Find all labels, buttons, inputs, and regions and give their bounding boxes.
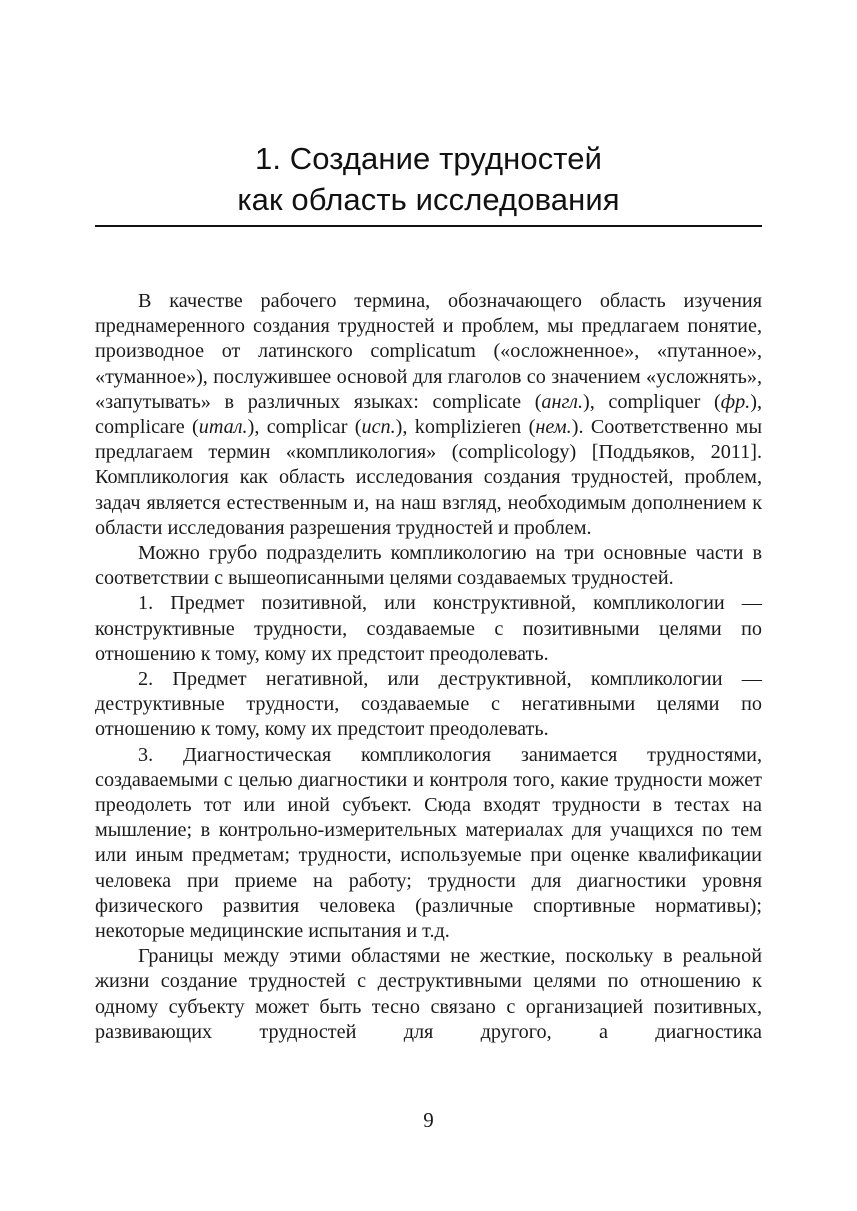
title-divider bbox=[95, 225, 762, 227]
paragraph-negative-complicology: 2. Предмет негативной, или деструктивной, компликологии — деструктивные трудности, создаваемые с негативными целями по отношению к тому, кому их предстоит преодолевать. bbox=[95, 668, 762, 741]
body-text bbox=[95, 289, 762, 1045]
paragraph-three-parts: Можно грубо подразделить компликологию на три основные части в соответствии с вышеописанными целями создаваемых трудностей. bbox=[95, 542, 762, 590]
paragraph-positive-complicology: 1. Предмет позитивной, или конструктивной, компликологии — конструктивные трудности, создаваемые с позитивными целями по отношению к тому, кому их предстоит преодолевать. bbox=[95, 592, 762, 665]
paragraph-diagnostic-complicology: 3. Диагностическая компликология занимается трудностями, создаваемыми с целью диагностики и контроля того, какие трудности может преодолеть тот или иной субъект. Сюда входят трудности в тестах на мышление; в контрольно-измерительных материалах для учащихся по тем или иным предметам; трудности, используемые при оценке квалификации человека при приеме на работу; трудности для диагностики уровня физического развития человека (различные спортивные нормативы); некоторые медицинские испытания и т.д. bbox=[95, 743, 762, 943]
page-number: 9 bbox=[423, 1108, 434, 1132]
chapter-title bbox=[95, 138, 762, 220]
paragraph-term-definition: В качестве рабочего термина, обозначающего область изучения преднамеренного создания трудностей и проблем, мы предлагаем понятие, производное от латинского complicatum («осложненное», «путанное», «туманное»), послужившее основой для глаголов со значением «усложнять», «запутывать» в различных языках: complicate (англ.), compliquer (фр.), complicare (итал.), complicar (исп.), komplizieren (нем.). Соответственно мы предлагаем термин «компликология» (complicology) [Поддьяков, 2011]. Компликология как область исследования создания трудностей, проблем, задач является естественным и, на наш взгляд, необходимым дополнением к области исследования разрешения трудностей и проблем. bbox=[95, 290, 763, 539]
chapter-title-line-2: как область исследования bbox=[237, 182, 620, 217]
paragraph-boundaries: Границы между этими областями не жесткие, поскольку в реальной жизни создание трудностей с деструктивными целями по отношению к одному субъекту может быть тесно связано с организацией позитивных, развивающих трудностей для другого, а диагностика bbox=[95, 945, 762, 1043]
chapter-title-line-1: 1. Создание трудностей bbox=[254, 141, 602, 176]
